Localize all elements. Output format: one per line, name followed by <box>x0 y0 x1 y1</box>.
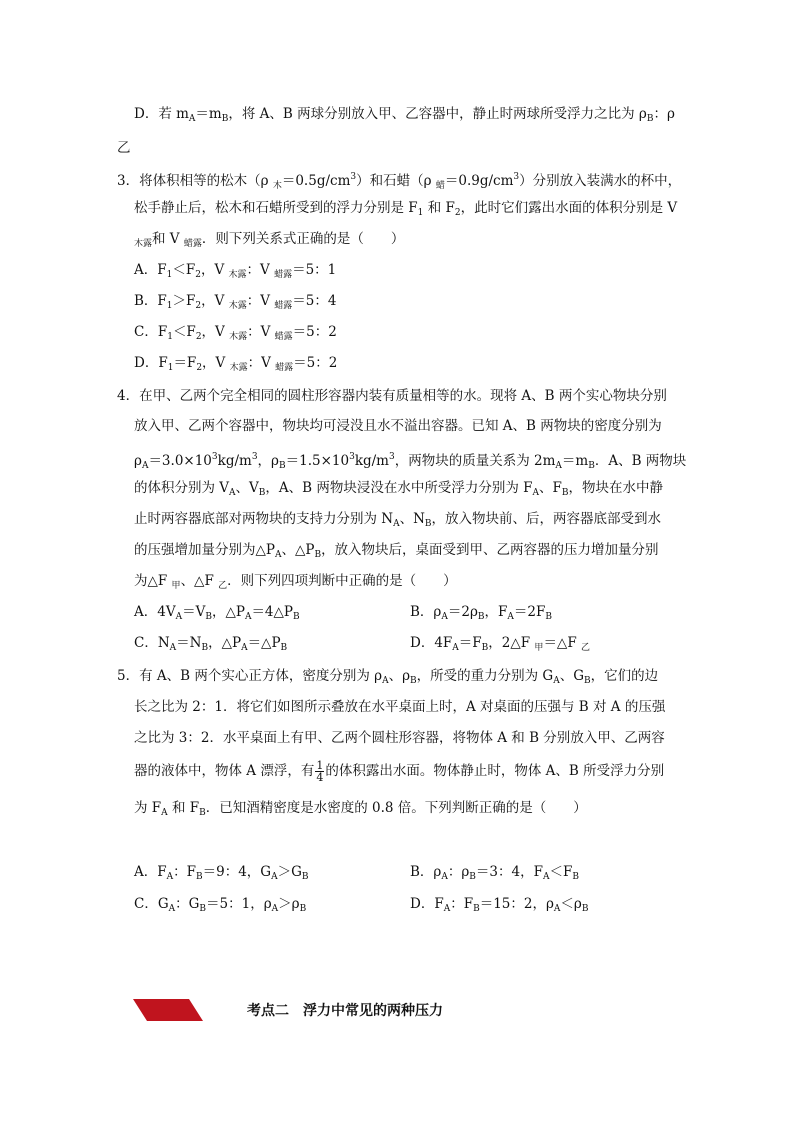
subscript: 2 <box>195 301 202 311</box>
text: kg/m <box>354 453 389 469</box>
text: 、△P <box>281 542 315 558</box>
subscript: A <box>542 872 550 882</box>
subscript: B <box>410 676 417 686</box>
subscript: A <box>441 872 448 882</box>
q4-option-d[interactable] <box>410 633 590 658</box>
q4-stem-line1 <box>117 386 667 406</box>
text: ＞F <box>172 293 196 309</box>
text: D．F <box>134 355 168 371</box>
text: ，V <box>202 355 230 371</box>
text: 和 F <box>423 200 455 216</box>
subscript: A <box>241 643 248 653</box>
subscript: 蜡露 <box>274 301 293 311</box>
subscript: B <box>301 872 309 882</box>
subscript: B <box>469 872 476 882</box>
section-title: 考点二 浮力中常见的两种压力 <box>247 1003 443 1019</box>
text: ＜F <box>172 324 196 340</box>
q3-option-d[interactable] <box>134 353 337 378</box>
text: ，两物块的质量关系为 2m <box>394 453 556 469</box>
q4-option-b[interactable] <box>410 602 552 627</box>
text: ＞G <box>277 864 302 880</box>
text: 的体积分别为 V <box>134 480 230 496</box>
text: ＝0.9g/cm <box>444 173 514 189</box>
text: ，2△F <box>488 635 535 651</box>
subscript: 蜡露 <box>274 270 293 280</box>
text: B．ρ <box>410 864 442 880</box>
text: 为△F <box>134 573 172 589</box>
q2-option-d <box>134 104 675 129</box>
text: A．4V <box>134 604 176 620</box>
superscript: 3 <box>211 452 218 462</box>
text: ＝5：1，ρ <box>206 896 272 912</box>
subscript: 木露 <box>229 332 248 342</box>
subscript: 甲 <box>171 581 181 591</box>
superscript: 3 <box>350 172 357 182</box>
subscript: B <box>561 488 569 498</box>
text: ，此时它们露出水面的体积分别是 V <box>460 200 678 216</box>
superscript: 3 <box>513 172 520 182</box>
text: ＝3：4，F <box>475 864 543 880</box>
subscript: B <box>299 904 307 914</box>
text: ：G <box>175 896 200 912</box>
text: 放入甲、乙两个容器中，物块均可浸没且水不溢出容器。已知 A、B 两物块的密度分别为 <box>134 418 662 434</box>
superscript: 3 <box>349 452 355 462</box>
subscript: B <box>258 488 266 498</box>
text: ＝5：1 <box>292 262 337 278</box>
subscript: 1 <box>166 270 173 280</box>
text: 止时两容器底部对两物块的支持力分别为 N <box>134 511 394 527</box>
text: ＝m <box>195 106 222 122</box>
subscript: A <box>229 488 236 498</box>
q5-stem-line1 <box>117 666 658 691</box>
subscript: B <box>545 612 552 622</box>
subscript: B <box>199 904 207 914</box>
text: ＝5：4 <box>292 293 337 309</box>
subscript: B <box>477 612 485 622</box>
text: 和 V <box>152 231 184 247</box>
text: ：F <box>173 864 196 880</box>
subscript: B <box>588 461 595 471</box>
text: ＝N <box>176 635 202 651</box>
text: ＝F <box>173 355 197 371</box>
text: ）和石蜡（ρ <box>356 173 436 189</box>
text: C．G <box>134 896 169 912</box>
text: C．F <box>134 324 168 340</box>
text: ：V <box>247 324 275 340</box>
subscript: A <box>169 643 177 653</box>
q3-stem-line2 <box>134 198 677 223</box>
text: ．则下列四项判断中正确的是（ ） <box>227 573 457 589</box>
text: ＜F <box>172 262 196 278</box>
subscript: B <box>293 612 300 622</box>
text: ：V <box>246 262 275 278</box>
q2-option-d-wrap <box>117 138 131 158</box>
subscript: 木露 <box>228 270 247 280</box>
text: ，V <box>201 293 229 309</box>
q5-stem-line5 <box>134 798 587 823</box>
subscript: A <box>188 114 196 124</box>
subscript: A <box>271 904 279 914</box>
subscript: A <box>168 904 176 914</box>
subscript: 1 <box>167 332 173 342</box>
text: ＜F <box>549 864 573 880</box>
text: 、V <box>235 480 259 496</box>
subscript: B <box>199 808 206 818</box>
q3-stem-line1 <box>117 167 681 196</box>
q5-option-b[interactable] <box>410 862 579 887</box>
q5-stem-line4 <box>134 760 664 783</box>
q3-option-a[interactable] <box>134 260 336 285</box>
text: B．ρ <box>410 604 442 620</box>
text: ，放入物块前、后，两容器底部受到水 <box>431 511 662 527</box>
q4-stem-line4 <box>134 478 663 503</box>
subscript: A <box>393 519 400 529</box>
text: ＝V <box>182 604 206 620</box>
text: ：V <box>246 293 275 309</box>
subscript: A <box>166 872 174 882</box>
text: ，将 A、B 两球分别放入甲、乙容器中，静止时两球所受浮力之比为 ρ <box>228 106 647 122</box>
text: ＝15：2，ρ <box>479 896 554 912</box>
text: A．F <box>134 864 167 880</box>
text: ，物块在水中静 <box>568 480 664 496</box>
text: ．A、B 两物块 <box>594 453 687 469</box>
superscript: 3 <box>388 452 395 462</box>
subscript: 2 <box>195 332 202 342</box>
subscript: A <box>244 612 252 622</box>
subscript: 乙 <box>580 643 590 653</box>
text: 之比为 3：2．水平桌面上有甲、乙两个圆柱形容器，将物体 A 和 B 分别放入甲、乙两容 <box>134 730 665 746</box>
q3-option-c[interactable] <box>134 322 337 347</box>
subscript: B <box>646 114 654 124</box>
subscript: A <box>274 550 282 560</box>
text: ＝5：2 <box>293 355 338 371</box>
text: 5．有 A、B 两个实心正方体，密度分别为 ρ <box>117 668 383 684</box>
q4-option-c[interactable] <box>134 633 287 658</box>
subscript: B <box>424 519 432 529</box>
text: 松手静止后，松木和石蜡所受到的浮力分别是 F <box>134 200 418 216</box>
subscript: B <box>221 114 229 124</box>
q4-stem-line7 <box>134 571 457 596</box>
text: ＝4△P <box>251 604 293 620</box>
subscript: 木露 <box>228 301 247 311</box>
subscript: A <box>441 612 448 622</box>
subscript: 1 <box>166 301 173 311</box>
text: ）分别放入装满水的杯中， <box>519 173 682 189</box>
subscript: A <box>507 612 514 622</box>
subscript: 蜡露 <box>274 332 293 342</box>
q5-stem-line2 <box>134 697 665 717</box>
text: 3．将体积相等的松木（ρ <box>117 173 273 189</box>
text: ：ρ <box>653 106 675 122</box>
subscript: B <box>205 612 212 622</box>
subscript: A <box>141 461 149 471</box>
text: ，A、B 两物块浸没在水中所受浮力分别为 F <box>265 480 533 496</box>
q5-option-d[interactable] <box>410 894 588 919</box>
subscript: 2 <box>454 208 461 218</box>
subscript: 木 <box>272 181 282 191</box>
text: 和 F <box>167 800 200 816</box>
text: ＝△P <box>247 635 281 651</box>
subscript: B <box>581 904 589 914</box>
q5-option-c[interactable] <box>134 894 306 919</box>
subscript: 蜡露 <box>183 239 202 249</box>
text: ，它们的边 <box>590 668 659 684</box>
text: ＝m <box>561 453 589 469</box>
subscript: 2 <box>195 270 201 280</box>
subscript: A <box>443 904 451 914</box>
fraction-numerator: 1 <box>316 759 324 772</box>
text: ρ <box>134 453 142 469</box>
text: 、△F <box>180 573 219 589</box>
subscript: 乙 <box>218 581 228 591</box>
text: 、F <box>539 480 562 496</box>
superscript: 3 <box>251 452 258 462</box>
subscript: 2 <box>196 363 203 373</box>
subscript: 蜡露 <box>275 363 294 373</box>
subscript: B <box>314 550 322 560</box>
text: ＝△F <box>543 635 581 651</box>
subscript: A <box>452 643 459 653</box>
subscript: A <box>161 808 168 818</box>
text: ．则下列关系式正确的是（ ） <box>201 231 405 247</box>
subscript: 木露 <box>134 239 153 249</box>
q4-stem-line6 <box>134 540 659 565</box>
fraction-denominator: 4 <box>316 771 324 784</box>
subscript: A <box>532 488 540 498</box>
text: ＝2F <box>513 604 546 620</box>
text: ，V <box>200 262 229 278</box>
text: ：ρ <box>447 864 470 880</box>
text: ＝F <box>458 635 482 651</box>
text: ，所受的重力分别为 G <box>416 668 554 684</box>
subscript: B <box>481 643 489 653</box>
text: 、G <box>559 668 585 684</box>
text: ，△P <box>211 604 245 620</box>
text: ．已知酒精密度是水密度的 0.8 倍。下列判断正确的是（ ） <box>205 800 587 816</box>
text: ＞ρ <box>278 896 300 912</box>
subscript: A <box>553 904 561 914</box>
q4-stem-line2 <box>134 416 662 436</box>
text: C．N <box>134 635 170 651</box>
text: D．F <box>410 896 444 912</box>
section-bar-icon <box>133 999 203 1021</box>
text: ＝3.0×10 <box>148 453 212 469</box>
q4-option-a[interactable] <box>134 602 300 627</box>
text: ＝1.5×10 <box>285 453 350 469</box>
subscript: B <box>584 676 591 686</box>
text: B．F <box>134 293 167 309</box>
text: kg/m <box>217 453 252 469</box>
subscript: B <box>280 643 288 653</box>
subscript: 甲 <box>534 643 544 653</box>
text: 为 F <box>134 800 162 816</box>
subscript: B <box>201 643 209 653</box>
text: 长之比为 2：1．将它们如图所示叠放在水平桌面上时，A 对桌面的压强与 B 对 A 的压强 <box>134 699 666 715</box>
text: 的体积露出水面。物体静止时，物体 A、B 所受浮力分别 <box>325 763 665 779</box>
text: ：F <box>450 896 474 912</box>
q5-stem-line3 <box>134 728 665 748</box>
subscript: A <box>175 612 183 622</box>
subscript: 蜡 <box>435 181 445 191</box>
subscript: 1 <box>417 208 424 218</box>
text: 的压强增加量分别为△P <box>134 542 275 558</box>
subscript: A <box>555 461 562 471</box>
text: 乙 <box>117 140 131 156</box>
text: D．若 m <box>134 106 189 122</box>
text: ＝5：2 <box>292 324 337 340</box>
text: ＝2ρ <box>447 604 478 620</box>
subscript: B <box>196 872 203 882</box>
q3-stem-line3 <box>134 229 404 254</box>
subscript: 1 <box>167 363 174 373</box>
q4-stem-line3 <box>134 447 686 476</box>
text: 、ρ <box>388 668 411 684</box>
q4-stem-line5 <box>134 509 661 534</box>
text: D．4F <box>410 635 453 651</box>
text: ：V <box>247 355 276 371</box>
q5-option-a[interactable] <box>134 862 309 887</box>
text: ＝9：4，G <box>202 864 272 880</box>
text: 4．在甲、乙两个完全相同的圆柱形容器内装有质量相等的水。现将 A、B 两个实心物块分别 <box>117 388 667 404</box>
subscript: A <box>271 872 278 882</box>
text: ＜ρ <box>560 896 582 912</box>
text: 、N <box>399 511 425 527</box>
subscript: B <box>572 872 579 882</box>
text: ，放入物块后，桌面受到甲、乙两容器的压力增加量分别 <box>321 542 659 558</box>
text: 器的液体中，物体 A 漂浮，有 <box>134 763 315 779</box>
text: ，F <box>484 604 508 620</box>
text: ，△P <box>208 635 242 651</box>
subscript: B <box>278 461 286 471</box>
q3-option-b[interactable] <box>134 291 336 316</box>
subscript: 木露 <box>229 363 248 373</box>
subscript: A <box>553 676 560 686</box>
text: ，V <box>201 324 230 340</box>
text: ，ρ <box>257 453 279 469</box>
text: ＝0.5g/cm <box>281 173 351 189</box>
subscript: A <box>382 676 389 686</box>
subscript: B <box>473 904 480 914</box>
text: A．F <box>134 262 167 278</box>
fraction <box>315 760 324 783</box>
